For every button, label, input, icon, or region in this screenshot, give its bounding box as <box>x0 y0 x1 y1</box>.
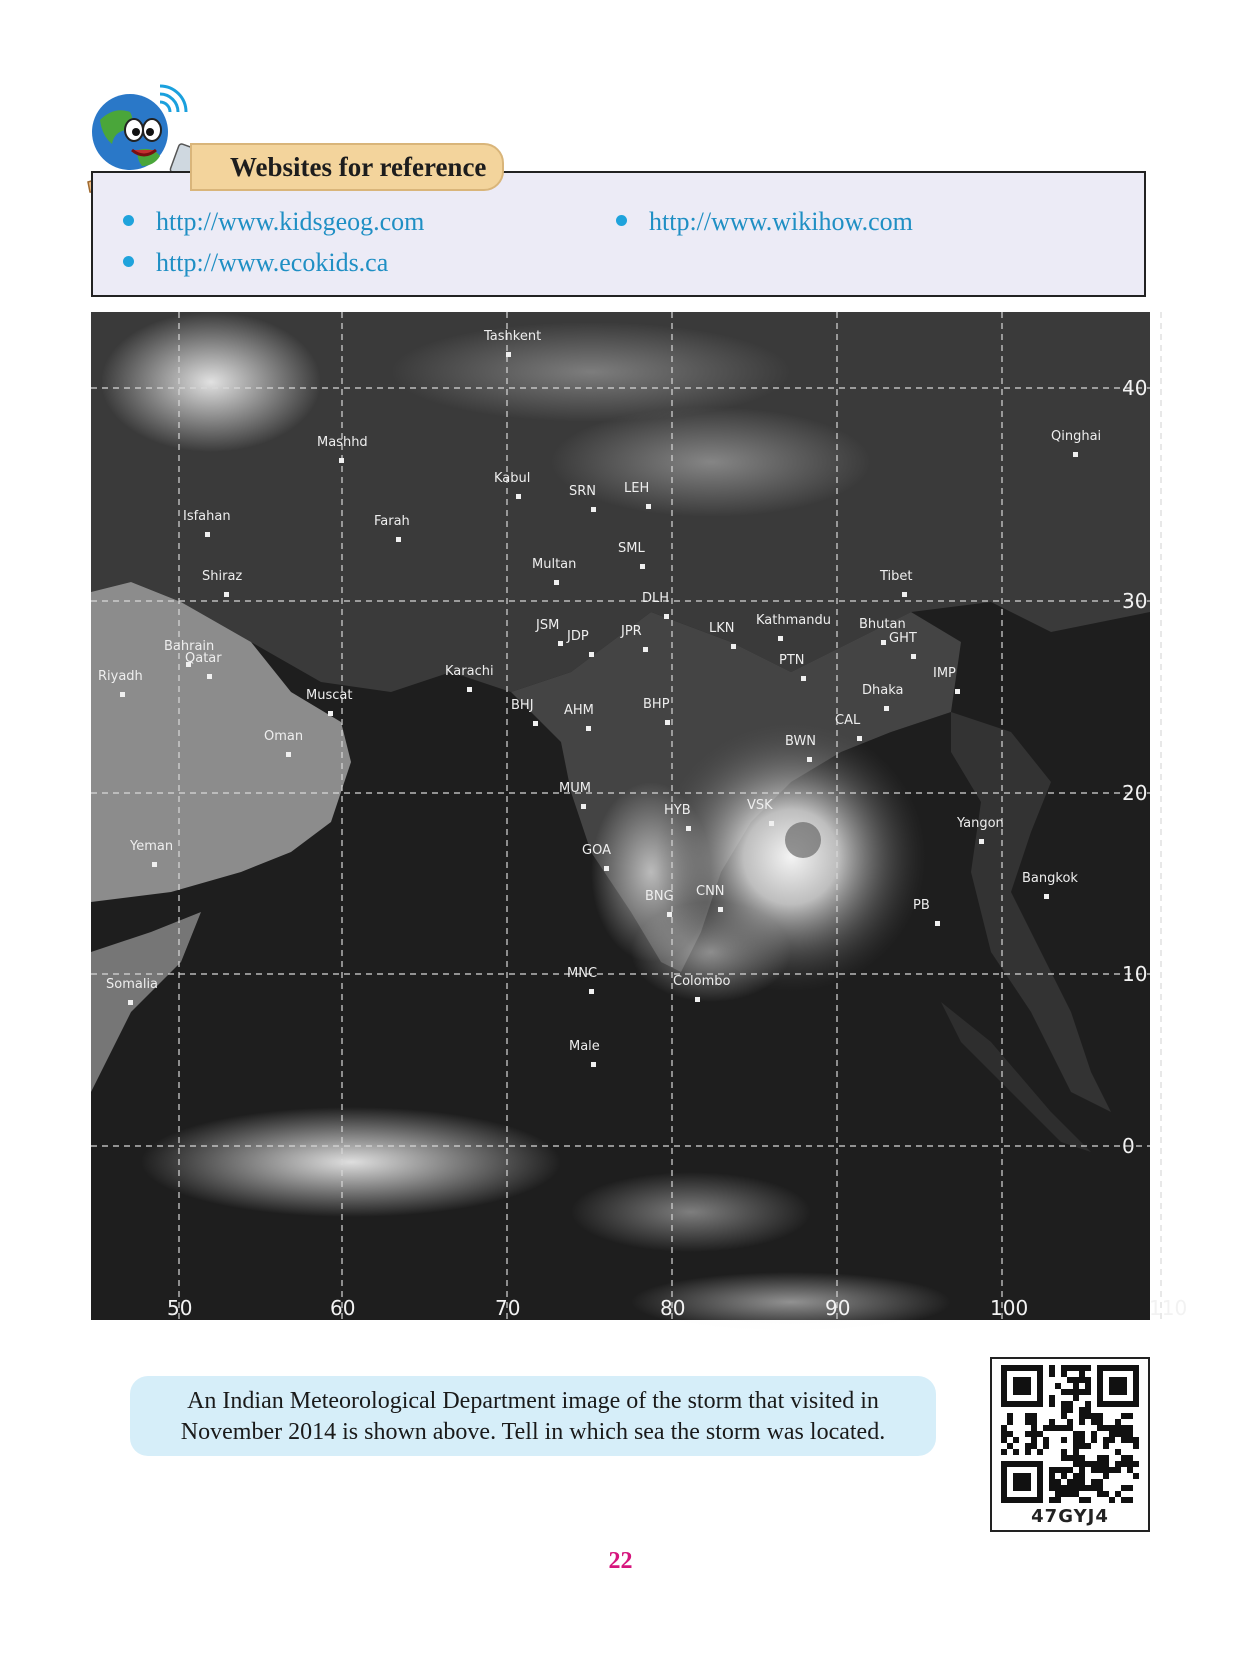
map-place-marker <box>339 458 344 463</box>
map-place-marker <box>664 614 669 619</box>
map-place-label: Kathmandu <box>756 613 831 628</box>
map-place-marker <box>807 757 812 762</box>
map-place-label: LKN <box>709 621 735 636</box>
map-place-marker <box>935 921 940 926</box>
map-place-marker <box>591 1062 596 1067</box>
map-place-label: Shiraz <box>202 569 243 584</box>
map-place-label: DLH <box>642 591 670 606</box>
map-place-label: Bahrain <box>164 639 215 654</box>
map-place-label: IMP <box>933 666 956 681</box>
map-place-marker <box>667 912 672 917</box>
map-place-marker <box>205 532 210 537</box>
map-place-marker <box>516 494 521 499</box>
map-place-marker <box>665 720 670 725</box>
map-place-label: Bhutan <box>859 617 906 632</box>
latitude-label: 0 <box>1122 1134 1135 1158</box>
reference-heading: Websites for reference <box>190 143 504 191</box>
map-place-marker <box>1073 452 1078 457</box>
map-place-marker <box>881 640 886 645</box>
latitude-label: 10 <box>1122 962 1148 986</box>
map-place-label: HYB <box>664 803 691 818</box>
map-place-marker <box>396 537 401 542</box>
map-place-label: PTN <box>779 653 805 668</box>
map-place-label: Riyadh <box>98 669 143 684</box>
map-place-marker <box>286 752 291 757</box>
map-place-label: SRN <box>569 484 597 499</box>
map-place-label: GHT <box>889 631 917 646</box>
map-place-marker <box>120 692 125 697</box>
map-place-label: Muscat <box>306 688 353 703</box>
map-place-marker <box>558 641 563 646</box>
map-place-marker <box>801 676 806 681</box>
map-place-label: JSM <box>536 618 560 633</box>
bullet-icon <box>123 256 134 267</box>
map-place-label: MNC <box>567 966 598 981</box>
map-place-marker <box>955 689 960 694</box>
page-number: 22 <box>608 1548 633 1574</box>
map-place-label: MUM <box>559 781 591 796</box>
map-place-label: CAL <box>835 713 861 728</box>
map-place-marker <box>533 721 538 726</box>
map-place-marker <box>152 862 157 867</box>
map-place-label: BNG <box>645 889 674 904</box>
map-place-marker <box>778 636 783 641</box>
map-place-marker <box>640 564 645 569</box>
map-place-label: Isfahan <box>183 509 231 524</box>
qr-code-icon <box>1001 1365 1139 1503</box>
map-place-label: Mashhd <box>317 435 368 450</box>
qr-code-label: 47GYJ4 <box>1031 1506 1109 1527</box>
longitude-label: 100 <box>990 1296 1029 1320</box>
map-place-label: Multan <box>532 557 577 572</box>
map-place-label: Bangkok <box>1022 871 1078 886</box>
map-place-marker <box>979 839 984 844</box>
map-place-marker <box>207 674 212 679</box>
map-place-marker <box>467 687 472 692</box>
bullet-icon <box>123 215 134 226</box>
map-place-label: Tibet <box>880 569 913 584</box>
map-place-marker <box>643 647 648 652</box>
map-place-label: Oman <box>264 729 304 744</box>
map-place-marker <box>902 592 907 597</box>
map-place-marker <box>328 711 333 716</box>
cyclone-storm <box>656 722 926 992</box>
map-place-marker <box>718 907 723 912</box>
map-place-marker <box>646 504 651 509</box>
map-place-marker <box>589 652 594 657</box>
latitude-label: 30 <box>1122 589 1148 613</box>
map-place-marker <box>1044 894 1049 899</box>
map-place-marker <box>695 997 700 1002</box>
map-place-label: BWN <box>785 734 817 749</box>
map-place-marker <box>857 736 862 741</box>
map-place-label: BHJ <box>511 698 534 713</box>
map-place-marker <box>604 866 609 871</box>
map-place-marker <box>769 821 774 826</box>
map-place-label: PB <box>913 898 930 913</box>
map-place-marker <box>589 989 594 994</box>
map-place-label: Yangon <box>957 816 1004 831</box>
map-place-label: Qatar <box>185 651 222 666</box>
map-place-marker <box>506 352 511 357</box>
map-place-marker <box>554 580 559 585</box>
map-place-label: Kabul <box>494 471 531 486</box>
qr-code[interactable] <box>990 1357 1150 1532</box>
map-place-label: GOA <box>582 843 611 858</box>
figure-caption: An Indian Meteorological Department image of the storm that visited in November 2014 is shown above. Tell in which sea the storm was located. <box>130 1376 936 1456</box>
reference-link-kidsgeog[interactable]: http://www.kidsgeog.com <box>123 207 424 237</box>
map-place-marker <box>586 726 591 731</box>
longitude-label: 60 <box>330 1296 356 1320</box>
map-place-marker <box>591 507 596 512</box>
latitude-label: 20 <box>1122 781 1148 805</box>
map-place-label: JPR <box>621 624 642 639</box>
map-place-label: JDP <box>567 629 589 644</box>
map-place-marker <box>884 706 889 711</box>
bullet-icon <box>616 215 627 226</box>
map-place-label: Qinghai <box>1051 429 1102 444</box>
map-place-label: Dhaka <box>862 683 904 698</box>
map-place-label: BHP <box>643 697 670 712</box>
reference-link-wikihow[interactable]: http://www.wikihow.com <box>616 207 913 237</box>
map-place-label: Male <box>569 1039 600 1054</box>
longitude-label: 80 <box>660 1296 686 1320</box>
latitude-label: 40 <box>1122 376 1148 400</box>
map-place-label: Farah <box>374 514 410 529</box>
map-place-marker <box>224 592 229 597</box>
map-place-label: Tashkent <box>484 329 542 344</box>
longitude-label: 110 <box>1149 1296 1188 1320</box>
longitude-label: 70 <box>495 1296 521 1320</box>
map-place-label: Yeman <box>130 839 174 854</box>
reference-link-ecokids[interactable]: http://www.ecokids.ca <box>123 248 388 278</box>
map-place-marker <box>128 1000 133 1005</box>
map-place-label: CNN <box>696 884 725 899</box>
map-place-marker <box>686 826 691 831</box>
map-place-marker <box>581 804 586 809</box>
longitude-label: 50 <box>167 1296 193 1320</box>
map-place-label: VSK <box>747 798 773 813</box>
map-place-label: Colombo <box>673 974 731 989</box>
map-place-label: Karachi <box>445 664 494 679</box>
longitude-label: 90 <box>825 1296 851 1320</box>
map-place-label: AHM <box>564 703 594 718</box>
map-place-marker <box>731 644 736 649</box>
satellite-storm-image <box>91 312 1188 1320</box>
map-place-marker <box>911 654 916 659</box>
map-place-label: Somalia <box>106 977 159 992</box>
map-place-label: SML <box>618 541 645 556</box>
map-place-label: LEH <box>624 481 650 496</box>
